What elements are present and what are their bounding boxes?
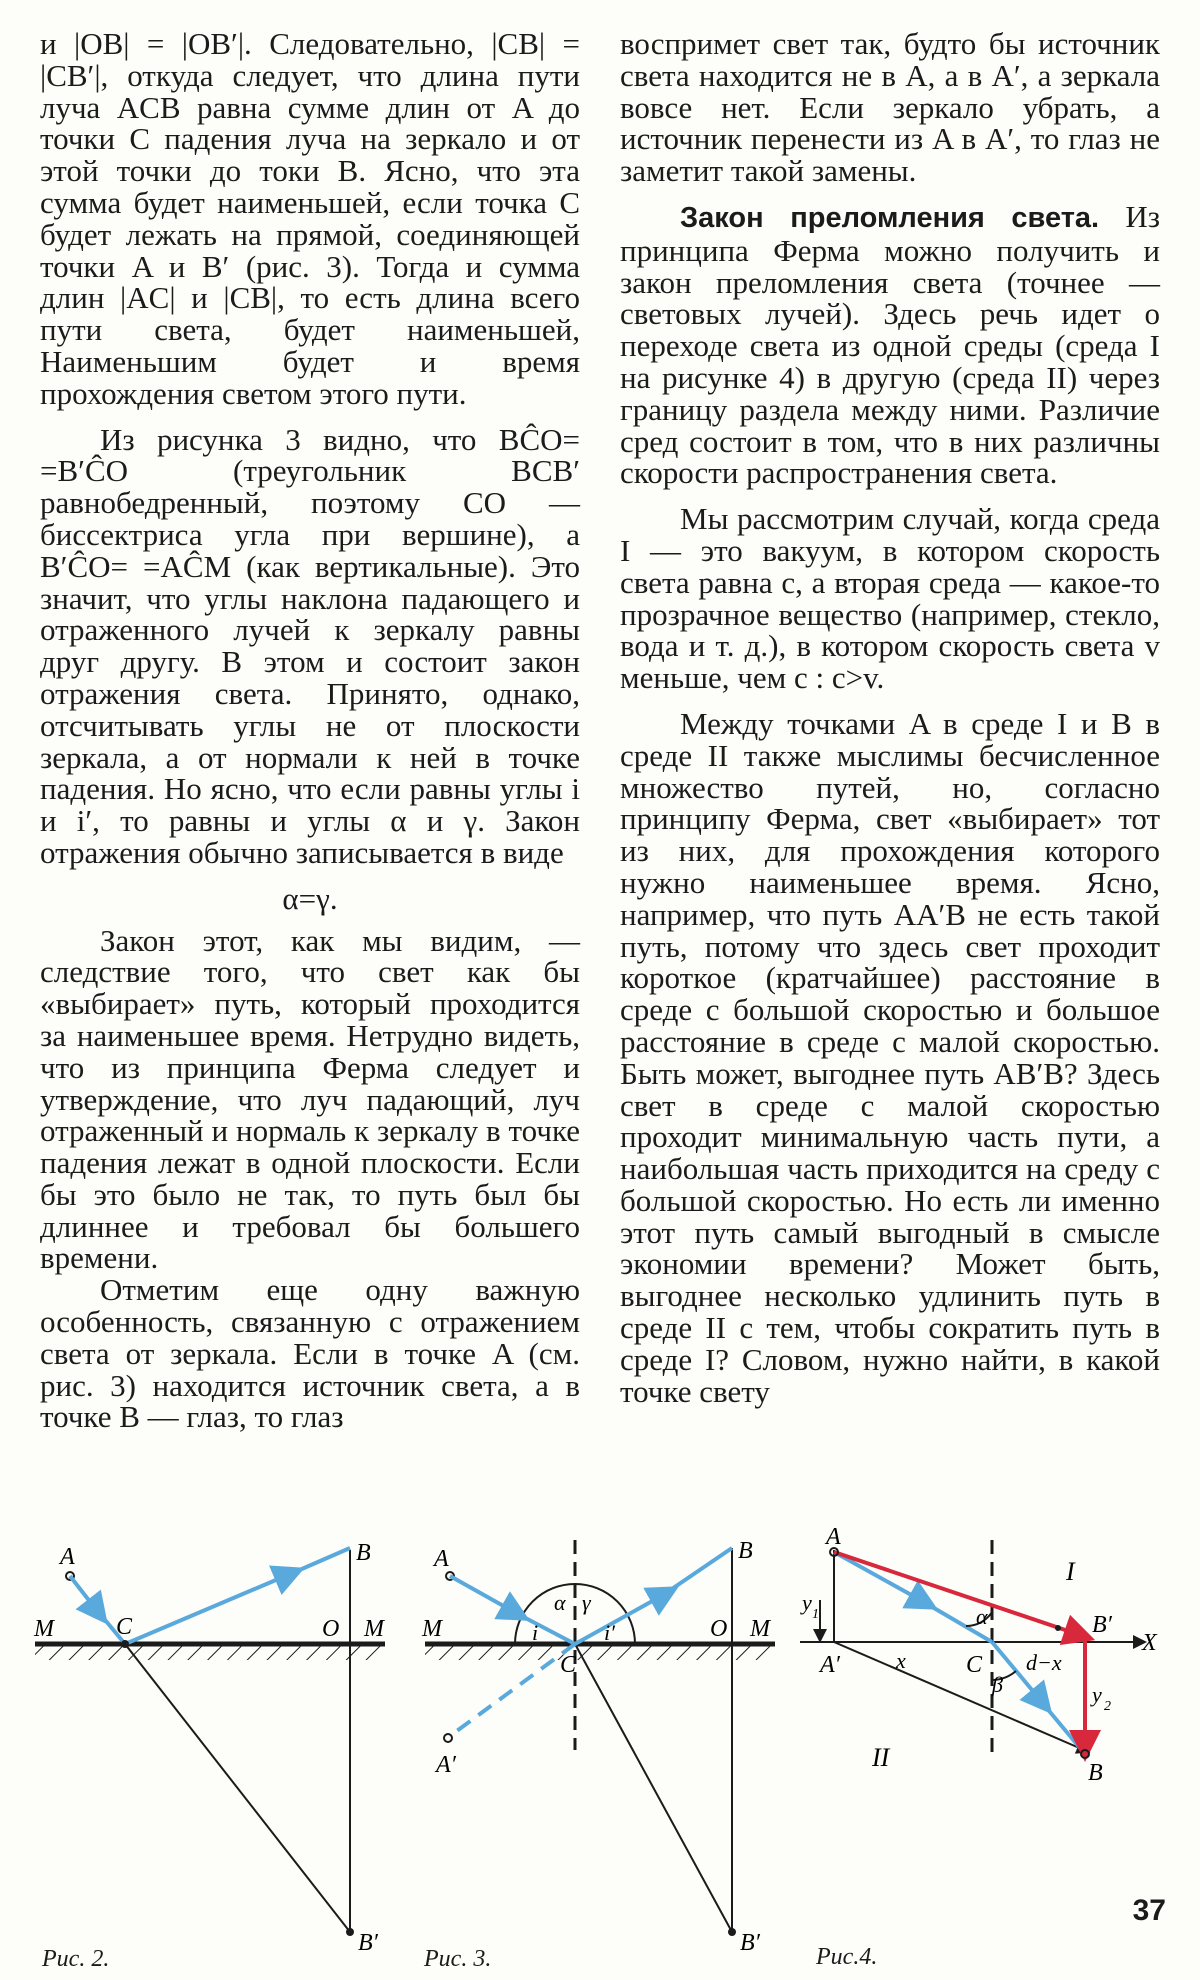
reflected-ray	[288, 1548, 350, 1575]
label-x-axis: X	[1142, 1630, 1157, 1656]
label-b-prime: B′	[740, 1930, 760, 1956]
label-o: O	[322, 1616, 340, 1642]
label-y1-sub: 1	[812, 1607, 819, 1622]
label-x: x	[896, 1648, 906, 1673]
label-y1: y	[802, 1590, 812, 1615]
section-heading: Закон преломления света.	[680, 201, 1100, 234]
figure-4-diagram	[800, 1524, 1170, 1980]
figure-3	[420, 1540, 790, 1980]
label-alpha: α	[976, 1604, 988, 1629]
text-column-left	[40, 28, 580, 1433]
label-b-prime: B′	[1092, 1612, 1112, 1638]
label-gamma: γ	[582, 1590, 591, 1615]
dot-marker	[1055, 1625, 1061, 1631]
label-m-right: M	[364, 1616, 384, 1642]
point-b-prime	[728, 1928, 736, 1936]
paragraph: и |OB| = |OB′|. Следовательно, |CB| = |CB′|, откуда следует, что длина пути луча ACB равна сумме длин от A до точки C падения луча на зеркало и от этой точки до токи B. Ясно, что эта сумма будет наименьшей, если точка C будет лежать на прямой, соединяющей точки A и B′ (рис. 3). Тогда и сумма длин |AC| и |CB|, то есть длина всего пути света, будет наименьшей, Наименьшим будет и время прохождения светом этого пути.	[40, 26, 580, 411]
figure-2-diagram	[30, 1540, 400, 1980]
line-c-b-prime	[125, 1644, 350, 1932]
reflected-ray-arrow	[125, 1574, 290, 1644]
label-a: A	[60, 1544, 75, 1570]
formula: α=γ.	[282, 880, 338, 916]
label-m-left: M	[422, 1616, 442, 1642]
figure-2-caption: Рис. 2.	[42, 1946, 110, 1972]
figure-2	[30, 1540, 400, 1980]
incident-ray-arrow	[450, 1576, 516, 1613]
refracted-ray	[1040, 1700, 1085, 1754]
label-i-prime: i′	[604, 1620, 615, 1645]
label-a-prime: A′	[436, 1752, 456, 1778]
label-b: B	[1088, 1760, 1103, 1786]
label-y2-sub: 2	[1104, 1699, 1111, 1714]
line-c-b-prime	[575, 1644, 732, 1932]
label-b: B	[356, 1540, 371, 1566]
label-medium-1: I	[1066, 1557, 1075, 1586]
label-beta: β	[992, 1672, 1003, 1697]
text-column-right	[620, 28, 1160, 1407]
label-c: C	[966, 1652, 983, 1678]
point-c	[121, 1640, 129, 1648]
page-number: 37	[1132, 1894, 1166, 1927]
figure-3-diagram	[420, 1540, 790, 1980]
label-m-left: M	[34, 1616, 54, 1642]
label-b-prime: B′	[358, 1930, 378, 1956]
paragraph: Закон этот, как мы видим, — следствие того, что свет как бы «выбирает» путь, который проходится за наименьшее время. Нетрудно видеть, что из принципа Ферма следует и утверждение, что луч падающий, луч отраженный и нормаль к зеркалу в точке падения лежат в одной плоскости. Если бы это было не так, то путь был бы длиннее и требовал бы большего времени.	[40, 922, 580, 1276]
label-alpha: α	[554, 1590, 566, 1615]
label-medium-2: II	[872, 1743, 890, 1772]
paragraph: Отметим еще одну важную особенность, связанную с отражением света от зеркала. Если в точке A (см. рис. 3) находится источник света, а в точке B — глаз, то глаз	[40, 1272, 580, 1435]
incident-ray-arrow	[70, 1576, 98, 1612]
paragraph: Между точками A в среде I и B в среде II также мыслимы бесчисленное множество путей, но, согласно принципу Ферма, свет «выбирает» тот из них, для прохождения которого нужно наименьшее время. Ясно, например, что путь AA′B не есть такой путь, потому что здесь свет проходит короткое (кратчайшее) расстояние в среде с большой скоростью и большое расстояние в среде с малой скоростью. Быть может, выгоднее путь AB′B? Здесь свет в среде с малой скоростью проходит минимальную часть пути, а наибольшая часть приходится на среду с большой скоростью. Но есть ли именно этот путь самый выгодный в смысле экономии времени? Может быть, выгоднее несколько удлинить путь в среде II с тем, чтобы сократить путь в среде I? Словом, нужно найти, в какой точке свету	[620, 705, 1160, 1409]
figure-4	[800, 1524, 1170, 1980]
label-y2: y	[1092, 1682, 1102, 1707]
figure-4-caption: Рис.4.	[816, 1944, 878, 1970]
label-m-right: M	[750, 1616, 770, 1642]
paragraph	[620, 198, 1160, 491]
label-a: A	[826, 1524, 841, 1550]
figure-3-caption: Рис. 3.	[424, 1946, 492, 1972]
label-a: A	[434, 1546, 449, 1572]
label-d-minus-x: d−x	[1026, 1650, 1062, 1675]
paragraph-text: Из принципа Ферма можно получить и закон преломления света (точнее — световых лучей). Здесь речь идет о переходе света из одной среды (среда I на рисунке 4) в другую (среда II) через границу раздела между ними. Различие сред состоит в том, что в них различны скорости распространения света.	[620, 198, 1160, 491]
paragraph: Из рисунка 3 видно, что BĈO= =B′ĈO (треугольник BCB′ равнобедренный, поэтому CO — биссектриса угла при вершине), а B′ĈO= =AĈM (как вертикальные). Это значит, что углы наклона падающего и отраженного лучей к зеркалу равны друг другу. В этом и состоит закон отражения света. Принято, однако, отсчитывать углы не от плоскости зеркала, а от нормали к ней в точке падения. Но ясно, что если равны углы i и i′, то равны и углы α и γ. Закон отражения обычно записывается в виде	[40, 421, 580, 870]
paragraph: воспримет свет так, будто бы источник света находится не в A, а в A′, а зеркала вовсе нет. Если зеркало убрать, а источник перенести из A в A′, то глаз не заметит такой замены.	[620, 26, 1160, 189]
reflected-ray	[663, 1548, 732, 1595]
label-b: B	[738, 1538, 753, 1564]
point-a-prime	[444, 1734, 452, 1742]
label-o: O	[710, 1616, 728, 1642]
label-i: i	[532, 1620, 539, 1645]
label-c: C	[116, 1614, 133, 1640]
label-c: C	[560, 1652, 577, 1678]
paragraph: Мы рассмотрим случай, когда среда I — это вакуум, в котором скорость света равна c, а вторая среда — какое-то прозрачное вещество (например, стекло, вода и т. д.), в котором скорость света v меньше, чем c : c>v.	[620, 501, 1160, 696]
label-a-prime: A′	[820, 1652, 840, 1678]
point-b-prime	[346, 1928, 354, 1936]
incident-ray	[514, 1612, 575, 1644]
